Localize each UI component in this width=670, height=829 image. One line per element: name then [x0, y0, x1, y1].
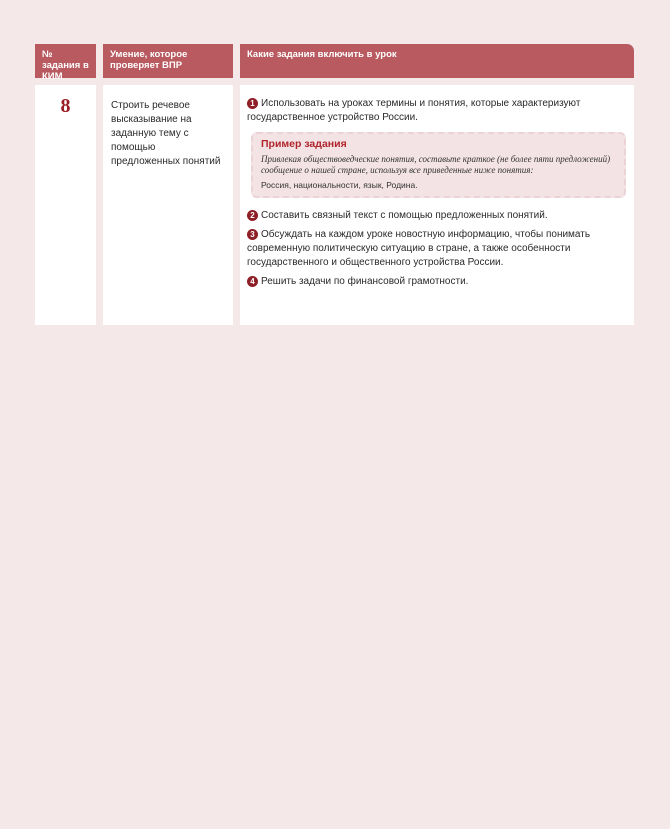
number-marker-icon: 1 [247, 98, 258, 109]
list-item [247, 275, 626, 289]
cell-task-number [35, 85, 96, 325]
task-text: Обсуждать на каждом уроке новостную информацию, чтобы понимать современную политическую ситуацию в стране, а также особенности государственного и общественного устройства России. [247, 229, 591, 268]
task-text: Решить задачи по финансовой грамотности. [261, 276, 469, 287]
skill-text: Строить речевое высказывание на заданную тему с помощью предложенных понятий [111, 100, 221, 167]
cell-skill [103, 85, 233, 325]
example-text: Привлекая обществоведческие понятия, составьте краткое (не более пяти предложений) сообщение о нашей стране, используя все приведенные ниже понятия: [261, 154, 611, 175]
task-text: Использовать на уроках термины и понятия, которые характеризуют государственное устройство России. [247, 98, 581, 123]
column-task-number [35, 44, 96, 117]
list-item [247, 97, 626, 125]
requirements-table [35, 44, 634, 325]
task-text: Составить связный текст с помощью предложенных понятий. [261, 210, 548, 221]
header-tasks: Какие задания включить в урок [240, 44, 634, 78]
number-marker-icon: 4 [247, 276, 258, 287]
column-tasks [240, 44, 634, 287]
example-words: Россия, национальности, язык, Родина. [261, 180, 418, 190]
number-marker-icon: 3 [247, 229, 258, 240]
number-marker-icon: 2 [247, 210, 258, 221]
list-item [247, 228, 626, 270]
task-number: 8 [60, 95, 71, 117]
header-task-number: № задания в КИМ [35, 44, 96, 78]
task-list [240, 85, 634, 289]
list-item [247, 209, 626, 223]
example-title: Пример задания [261, 138, 347, 150]
example-box [251, 132, 626, 198]
column-skill [103, 44, 233, 167]
cell-tasks [240, 85, 634, 325]
header-skill: Умение, которое проверяет ВПР [103, 44, 233, 78]
